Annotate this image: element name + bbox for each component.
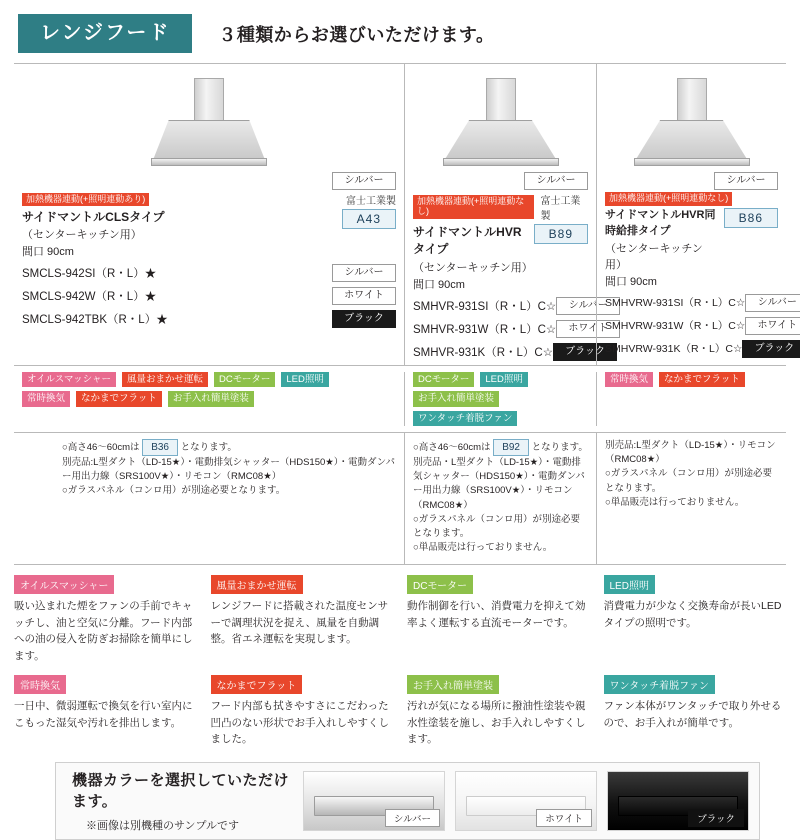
glossary-item bbox=[604, 575, 787, 665]
glossary-body: フード内部も拭きやすさにこだわった凹凸のない形状でお手入れしやすくしました。 bbox=[210, 699, 389, 746]
product-card-cls bbox=[14, 64, 404, 365]
maker-row bbox=[605, 192, 778, 206]
notes-cls bbox=[14, 433, 404, 564]
type-name: サイドマントルHVRタイプ bbox=[413, 225, 522, 257]
model-code: SMHVR-931W（R・L）C☆ bbox=[413, 323, 557, 336]
feature-tags-cls bbox=[14, 372, 404, 426]
glossary-title: ワンタッチ着脱ファン bbox=[604, 675, 715, 694]
color-and-maker-row bbox=[413, 172, 588, 190]
feature-tags-hvrw bbox=[596, 372, 786, 426]
color-and-maker-row bbox=[605, 172, 778, 190]
ribbon-label: 加熱機器連動(+照明連動あり) bbox=[22, 193, 149, 207]
model-code: SMHVRW-931K（R・L）C☆ bbox=[605, 343, 743, 356]
model-color-chip: シルバー bbox=[556, 297, 620, 315]
model-row bbox=[413, 343, 605, 361]
range-hood-image bbox=[22, 72, 396, 168]
page-header bbox=[0, 0, 800, 63]
model-color-chip: ホワイト bbox=[745, 317, 800, 335]
note-line: 別売品:L型ダクト（LD-15★）・電動排気シャッター（HDS150★）・電動ダンパー用出力線（SRS100V★）・リモコン（RMC08★） bbox=[62, 456, 395, 483]
glossary-title: LED照明 bbox=[604, 575, 655, 594]
width-label: 間口 90cm bbox=[22, 246, 74, 259]
model-row bbox=[605, 294, 797, 312]
feature-tag: お手入れ簡単塗装 bbox=[413, 391, 499, 406]
maker-label: 富士工業製 bbox=[540, 196, 581, 222]
range-hood-image bbox=[605, 72, 778, 168]
color-swatch-silver[interactable] bbox=[303, 771, 445, 831]
width-label: 間口 90cm bbox=[413, 278, 465, 291]
page-title: ３種類からお選びいただけます。 bbox=[218, 24, 495, 45]
maker-row bbox=[22, 192, 396, 207]
type-row bbox=[22, 209, 396, 259]
type-name: サイドマントルHVR同時給排タイプ bbox=[605, 208, 716, 237]
glossary-item bbox=[604, 675, 787, 748]
color-swatch-black[interactable] bbox=[607, 771, 749, 831]
glossary-title: DCモーター bbox=[407, 575, 473, 594]
type-row bbox=[413, 224, 588, 292]
type-sub: （センターキッチン用） bbox=[413, 261, 533, 274]
glossary-body: 汚れが気になる場所に撥油性塗装や親水性塗装を施し、お手入れしやすくします。 bbox=[407, 699, 586, 746]
note-line: 別売品・L型ダクト（LD-15★）・電動排気シャッター（HDS150★）・電動ダンパー用出力線（SRS100V★）・リモコン（RMC08★） bbox=[413, 456, 585, 511]
note-code: B36 bbox=[142, 439, 178, 456]
glossary-body: 動作制御を行い、消費電力を抑えて効率よく運転する直流モーターです。 bbox=[407, 599, 586, 629]
swatch-label: ブラック bbox=[688, 809, 744, 827]
feature-tag: 風量おまかせ運転 bbox=[122, 372, 208, 387]
note-line: ○単品販売は行っておりません。 bbox=[605, 496, 745, 508]
model-row bbox=[22, 287, 396, 305]
color-swatches bbox=[303, 771, 749, 831]
glossary-body: レンジフードに搭載された温度センサーで調理状況を捉え、風量を自動調整。省エネ運転を実現します。 bbox=[210, 599, 389, 646]
model-row bbox=[605, 317, 798, 335]
product-code-badge: A43 bbox=[342, 209, 396, 229]
color-panel-subtitle: ※画像は別機種のサンプルです bbox=[86, 820, 240, 833]
glossary-body: 吸い込まれた煙をファンの手前でキャッチし、油と空気に分離。フード内部への油の侵入を防ぎお掃除を簡単にします。 bbox=[14, 599, 193, 663]
glossary-item bbox=[407, 575, 590, 665]
feature-tag: オイルスマッシャー bbox=[22, 372, 116, 387]
top-color-chip: シルバー bbox=[714, 172, 778, 190]
note-line: ○ガラスパネル（コンロ用）が別途必要となります。 bbox=[413, 513, 580, 540]
notes-band bbox=[14, 433, 786, 565]
glossary-title: お手入れ簡単塗装 bbox=[407, 675, 499, 694]
glossary-item bbox=[407, 675, 590, 748]
swatch-label: シルバー bbox=[385, 809, 440, 827]
glossary-title: 常時換気 bbox=[14, 675, 66, 694]
swatch-label: ホワイト bbox=[536, 809, 592, 827]
feature-glossary bbox=[14, 575, 786, 749]
range-hood-image bbox=[413, 72, 588, 168]
note-line: ○単品販売は行っておりません。 bbox=[413, 542, 553, 554]
model-row bbox=[605, 340, 795, 358]
feature-tag: ワンタッチ着脱ファン bbox=[413, 411, 517, 426]
glossary-item bbox=[14, 575, 197, 665]
model-color-chip: ホワイト bbox=[556, 320, 620, 338]
color-select-panel bbox=[55, 762, 760, 840]
model-code: SMCLS-942SI（R・L）★ bbox=[22, 268, 157, 281]
color-panel-title: 機器カラーを選択していただけます。 bbox=[72, 772, 290, 811]
note-line: ○ガラスパネル（コンロ用）が別途必要となります。 bbox=[605, 468, 772, 494]
color-panel-text bbox=[66, 769, 293, 833]
model-code: SMHVR-931SI（R・L）C☆ bbox=[413, 300, 557, 313]
top-color-chip: シルバー bbox=[524, 172, 588, 190]
feature-tag: お手入れ簡単塗装 bbox=[168, 391, 254, 406]
feature-tag: 常時換気 bbox=[605, 372, 653, 387]
model-code: SMHVRW-931SI（R・L）C☆ bbox=[605, 297, 746, 310]
model-code: SMHVR-931K（R・L）C☆ bbox=[413, 346, 554, 359]
model-row bbox=[22, 264, 396, 282]
glossary-item bbox=[211, 575, 394, 665]
product-columns bbox=[14, 64, 798, 365]
color-swatch-white[interactable] bbox=[455, 771, 597, 831]
feature-tag: なかまでフラット bbox=[659, 372, 745, 387]
note-code: B92 bbox=[493, 439, 529, 456]
category-badge: レンジフード bbox=[18, 14, 192, 53]
model-row bbox=[22, 310, 396, 328]
glossary-item bbox=[14, 675, 197, 748]
model-color-chip: ブラック bbox=[332, 310, 396, 328]
product-card-hvr bbox=[404, 64, 609, 365]
type-row bbox=[605, 208, 778, 289]
model-color-chip: ホワイト bbox=[332, 287, 396, 305]
top-color-chip: シルバー bbox=[332, 172, 396, 190]
model-color-chip: シルバー bbox=[745, 294, 800, 312]
maker-label: 富士工業製 bbox=[346, 196, 396, 207]
note-line: ○ガラスパネル（コンロ用）が別途必要となります。 bbox=[62, 485, 286, 497]
feature-tag: DCモーター bbox=[214, 372, 275, 387]
model-color-chip: シルバー bbox=[332, 264, 396, 282]
type-sub: （センターキッチン用） bbox=[22, 229, 142, 242]
type-sub: （センターキッチン用） bbox=[605, 242, 703, 271]
model-color-chip: ブラック bbox=[553, 343, 617, 361]
glossary-title: 風量おまかせ運転 bbox=[211, 575, 303, 594]
model-code: SMHVRW-931W（R・L）C☆ bbox=[605, 320, 746, 333]
glossary-title: オイルスマッシャー bbox=[14, 575, 114, 594]
product-code-badge: B89 bbox=[534, 224, 588, 244]
feature-tag: なかまでフラット bbox=[76, 391, 162, 406]
type-name: サイドマントルCLSタイプ bbox=[22, 210, 165, 224]
feature-tag: 常時換気 bbox=[22, 391, 70, 406]
model-row bbox=[413, 297, 608, 315]
note-line: ○高さ46～60cmは B92 となります。 bbox=[413, 439, 588, 456]
maker-row bbox=[413, 192, 588, 222]
note-line: 別売品:L型ダクト（LD-15★）・リモコン（RMC08★） bbox=[605, 439, 776, 466]
product-code-badge: B86 bbox=[724, 208, 778, 228]
model-code: SMCLS-942TBK（R・L）★ bbox=[22, 314, 168, 327]
feature-tag-band bbox=[14, 365, 786, 433]
color-and-maker-row bbox=[22, 172, 396, 190]
feature-tags-hvr bbox=[404, 372, 596, 426]
model-code: SMCLS-942W（R・L）★ bbox=[22, 291, 157, 304]
glossary-title: なかまでフラット bbox=[211, 675, 303, 694]
notes-hvr bbox=[404, 433, 596, 564]
model-color-chip: ブラック bbox=[742, 340, 800, 358]
feature-tag: LED照明 bbox=[480, 372, 527, 387]
glossary-body: ファン本体がワンタッチで取り外せるので、お手入れが簡単です。 bbox=[603, 699, 782, 729]
model-row bbox=[413, 320, 609, 338]
glossary-body: 一日中、微弱運転で換気を行い室内にこもった湿気や汚れを排出します。 bbox=[14, 699, 193, 729]
feature-tag: DCモーター bbox=[413, 372, 474, 387]
ribbon-label: 加熱機器連動(+照明連動なし) bbox=[605, 192, 732, 206]
glossary-body: 消費電力が少なく交換寿命が長いLEDタイプの照明です。 bbox=[603, 599, 782, 629]
ribbon-label: 加熱機器連動(+照明連動なし) bbox=[413, 195, 534, 219]
width-label: 間口 90cm bbox=[605, 275, 657, 288]
glossary-item bbox=[211, 675, 394, 748]
notes-hvrw bbox=[596, 433, 786, 564]
product-card-hvrw bbox=[596, 64, 798, 365]
feature-tag: LED照明 bbox=[281, 372, 328, 387]
note-line: ○高さ46～60cmは B36 となります。 bbox=[62, 439, 396, 456]
